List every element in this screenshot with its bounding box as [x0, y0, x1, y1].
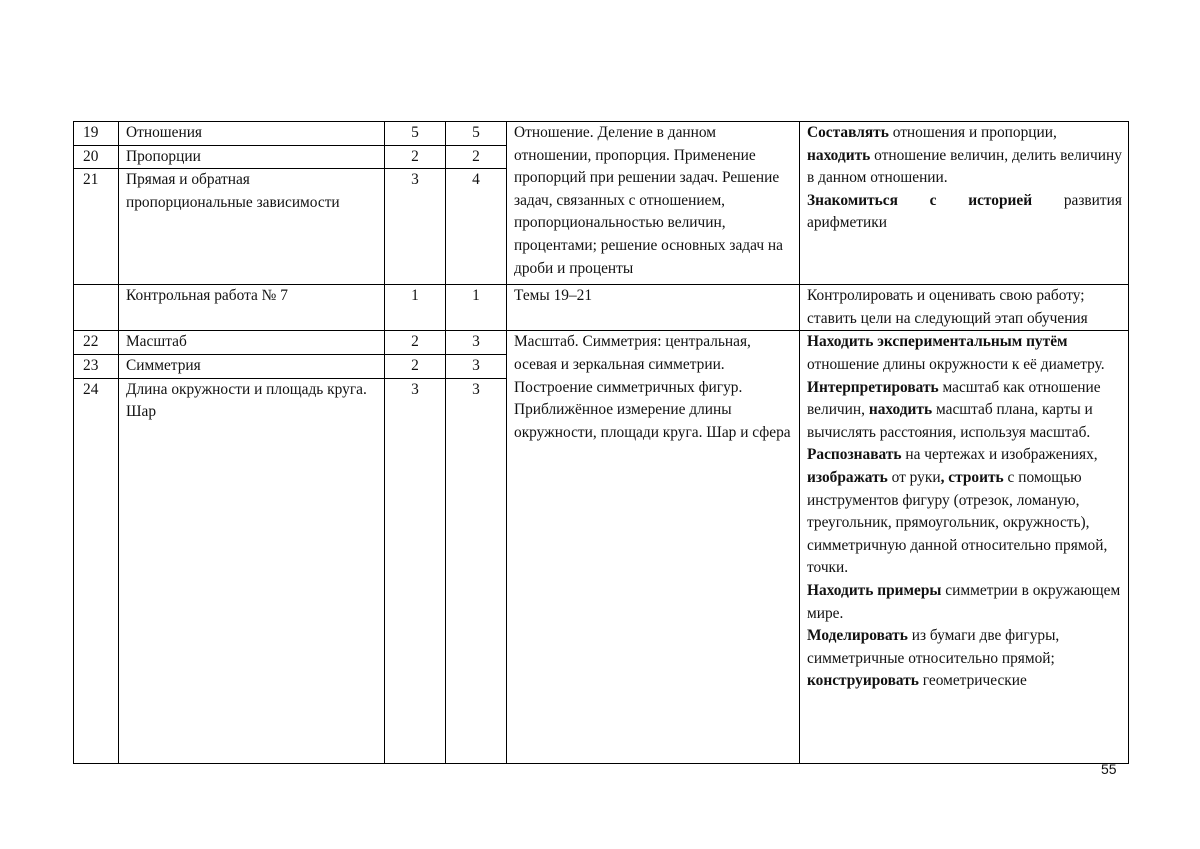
hours-cell: 1 — [446, 285, 507, 331]
row-number: 19 — [74, 122, 119, 146]
activity-verb: изображать — [807, 468, 888, 486]
hours-cell: 3 — [385, 378, 446, 763]
activity-verb: Моделировать — [807, 627, 908, 645]
hours-cell: 5 — [446, 122, 507, 146]
topic-cell: Пропорции — [119, 145, 385, 169]
hours-cell: 2 — [385, 145, 446, 169]
activity-verb: Находить экспериментальным путём — [807, 333, 1068, 351]
hours-cell: 3 — [446, 354, 507, 378]
hours-cell: 3 — [446, 331, 507, 355]
table-row — [74, 331, 1129, 355]
content-cell: Темы 19–21 — [507, 285, 800, 331]
hours-cell: 1 — [385, 285, 446, 331]
table-row — [74, 285, 1129, 331]
activity-text: масштаб плана, карты и вычислять расстояния, используя масштаб. — [807, 401, 1093, 441]
row-number: 24 — [74, 378, 119, 763]
row-number — [74, 285, 119, 331]
hours-cell: 2 — [446, 145, 507, 169]
activity-text: отношение величин, делить величину в данном отношении. — [807, 146, 1122, 187]
activity-verb: с — [929, 191, 937, 209]
row-number: 22 — [74, 331, 119, 355]
row-number: 20 — [74, 145, 119, 169]
hours-cell: 4 — [446, 169, 507, 285]
activity-text: из бумаги две фигуры, симметричные относительно прямой; — [807, 627, 1060, 667]
table-row — [74, 122, 1129, 146]
activity-text: геометрические — [918, 672, 1027, 690]
page-number: 55 — [1101, 761, 1117, 777]
content-cell: Отношение. Деление в данном отношении, пропорция. Применение пропорций при решении задач. Решение задач, связанных с отношением, пропорциональностью величин, процентами; решение основных задач на дроби и проценты — [507, 122, 800, 285]
content-cell: Масштаб. Симметрия: центральная, осевая и зеркальная симметрии. Построение симметричных фигур. Приближённое измерение длины окружности, площади круга. Шар и сфера — [507, 331, 800, 763]
topic-cell: Прямая и обратная пропорциональные зависимости — [119, 169, 385, 285]
activity-verb: находить — [868, 401, 933, 419]
activity-cell — [800, 331, 1129, 763]
topic-cell: Контрольная работа № 7 — [119, 285, 385, 331]
activity-verb: Составлять — [807, 124, 889, 141]
activity-verb: историей — [968, 191, 1033, 209]
hours-cell: 2 — [385, 354, 446, 378]
activity-text: масштаб как отношение величин, — [807, 378, 1101, 419]
hours-cell: 2 — [385, 331, 446, 355]
activity-verb: Знакомиться — [807, 191, 898, 209]
activity-text: арифметики — [807, 214, 887, 232]
curriculum-table — [73, 121, 1129, 764]
activity-verb: находить — [807, 146, 871, 164]
activity-cell: Контролировать и оценивать свою работу; ставить цели на следующий этап обучения — [800, 285, 1129, 331]
activity-text: отношение длины окружности к её диаметру. — [807, 355, 1105, 373]
topic-cell: Масштаб — [119, 331, 385, 355]
activity-text: с помощью инструментов фигуру (отрезок, ломаную, треугольник, прямоугольник, окружность), симметричную данной относительно прямой, точки. — [807, 468, 1108, 577]
topic-cell: Длина окружности и площадь круга. Шар — [119, 378, 385, 763]
activity-text: от руки — [887, 468, 941, 486]
topic-cell: Симметрия — [119, 354, 385, 378]
activity-cell — [800, 122, 1129, 285]
row-number: 23 — [74, 354, 119, 378]
row-number: 21 — [74, 169, 119, 285]
activity-verb: , строить — [940, 468, 1004, 486]
activity-verb: Находить примеры — [807, 581, 942, 599]
hours-cell: 3 — [446, 378, 507, 763]
activity-verb: Интерпретировать — [807, 378, 939, 396]
hours-cell: 5 — [385, 122, 446, 146]
justified-line — [807, 190, 1122, 213]
activity-text: отношения и пропорции, — [888, 124, 1057, 141]
topic-cell: Отношения — [119, 122, 385, 146]
activity-verb: конструировать — [807, 672, 919, 690]
activity-text: на чертежах и изображениях, — [901, 446, 1098, 464]
activity-text: симметрии в окружающем мире. — [807, 581, 1121, 622]
activity-verb: Распознавать — [807, 446, 902, 464]
hours-cell: 3 — [385, 169, 446, 285]
activity-text: развития — [1063, 191, 1122, 209]
